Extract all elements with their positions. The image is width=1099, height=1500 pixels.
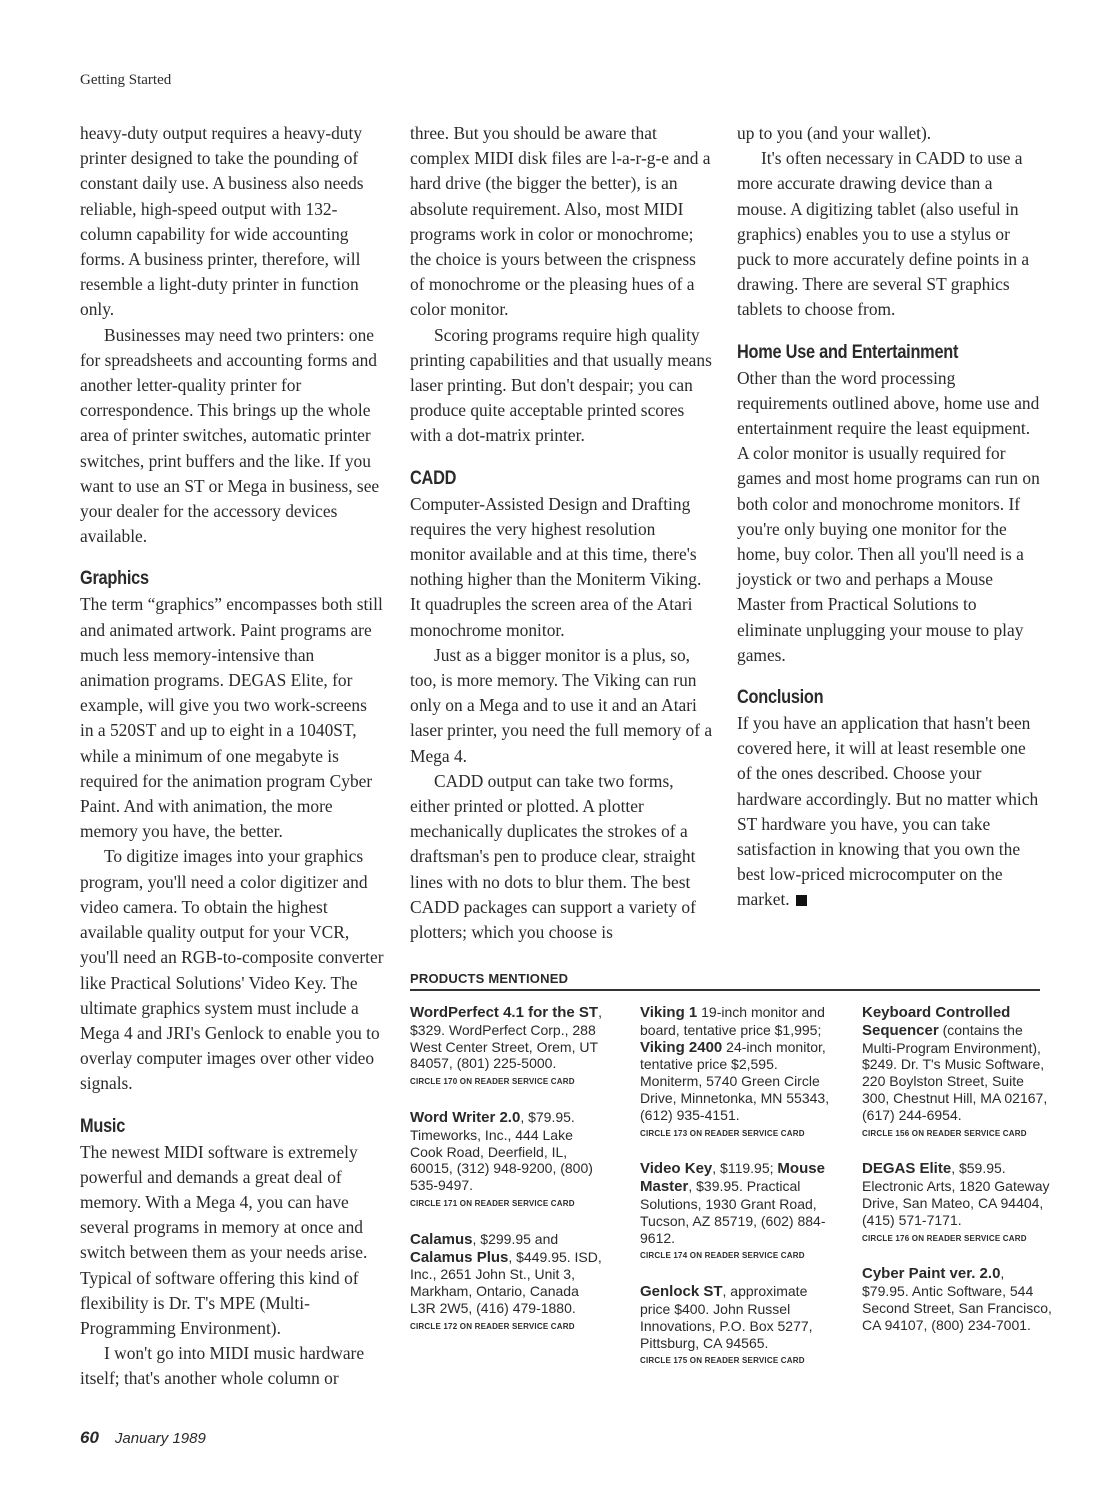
product-details: (contains the Multi-Program Environment), $249. Dr. T's Music Software, 220 Boylston Street, Suite 300, Chestnut Hill, MA 02167, (617) 244-6954. — [862, 1021, 1048, 1123]
product-entry — [410, 1004, 606, 1091]
product-details: , $329. WordPerfect Corp., 288 West Center Street, Orem, UT 84057, (801) 225-5000. — [410, 1004, 602, 1072]
paragraph: Computer-Assisted Design and Drafting requires the very highest resolution monitor available and at this time, there's nothing higher than the Moniterm Viking. It quadruples the screen area of the Atari monochrome monitor. — [410, 493, 702, 640]
paragraph: I won't go into MIDI music hardware itself; that's another whole column or — [80, 1343, 365, 1389]
paragraph: three. But you should be aware that complex MIDI disk files are l-a-r-g-e and a hard drive (the bigger the better), is an absolute requirement. Also, most MIDI programs work in color or monochrome; the choice is yours between the crispness of monochrome or the pleasing hues of a color monitor. — [410, 123, 711, 320]
product-name: Viking 1 — [640, 1004, 698, 1021]
section-heading-graphics: Graphics — [80, 568, 149, 590]
reader-service-note: CIRCLE 156 ON READER SERVICE CARD — [862, 1128, 1027, 1138]
reader-service-note: CIRCLE 176 ON READER SERVICE CARD — [862, 1233, 1027, 1243]
product-entry — [862, 1160, 1052, 1247]
product-details: , $299.95 and — [472, 1230, 559, 1247]
paragraph — [737, 711, 1043, 913]
paragraph: Businesses may need two printers: one for spreadsheets and accounting forms and another letter-quality printer for correspondence. This brings up the whole area of printer switches, automatic printer switches, print buffers and the like. If you want to use an ST or Mega in business, see your dealer for the accessory devices available. — [80, 324, 380, 547]
products-mentioned-heading: PRODUCTS MENTIONED — [410, 971, 1040, 991]
reader-service-note: CIRCLE 172 ON READER SERVICE CARD — [410, 1321, 575, 1331]
product-name: WordPerfect 4.1 for the ST — [410, 1004, 599, 1021]
reader-service-note: CIRCLE 170 ON READER SERVICE CARD — [410, 1077, 575, 1087]
reader-service-note: CIRCLE 171 ON READER SERVICE CARD — [410, 1198, 575, 1208]
paragraph: CADD output can take two forms, either printed or plotted. A plotter mechanically duplicates the strokes of a draftsman's pen to produce clear, straight lines with no dots to blur them. The best CADD packages can support a variety of plotters; which you choose is — [410, 770, 696, 943]
paragraph: Scoring programs require high quality printing capabilities and that usually means laser printing. But don't despair; you can produce quite acceptable printed scores with a dot-matrix printer. — [410, 324, 712, 446]
product-entry — [640, 1160, 836, 1265]
reader-service-note: CIRCLE 173 ON READER SERVICE CARD — [640, 1128, 805, 1138]
section-heading-music: Music — [80, 1115, 126, 1137]
column-3 — [737, 121, 1043, 913]
products-column-2 — [640, 1004, 836, 1388]
section-heading-cadd: CADD — [410, 467, 457, 489]
paragraph: up to you (and your wallet). — [737, 123, 932, 143]
product-name: Mouse Master — [640, 1160, 825, 1196]
product-entry — [862, 1004, 1052, 1142]
product-name: Genlock ST — [640, 1283, 723, 1301]
product-details: 19-inch monitor and board, tentative price $1,995; — [640, 1004, 825, 1038]
column-1 — [80, 121, 384, 1392]
section-heading-conclusion: Conclusion — [737, 687, 824, 709]
product-name: Calamus Plus — [410, 1248, 509, 1266]
product-details: , $39.95. Practical Solutions, 1930 Grant Road, Tucson, AZ 85719, (602) 884-9612. — [640, 1178, 826, 1246]
product-details: , approximate price $400. John Russel Innovations, P.O. Box 5277, Pittsburg, CA 94565. — [640, 1283, 813, 1351]
column-2 — [410, 121, 714, 945]
product-entry — [410, 1109, 606, 1213]
paragraph: The newest MIDI software is extremely powerful and demands a great deal of memory. With a Mega 4, you can have several programs in memory at once and switch between them as your needs arise. Typical of software offering this kind of flexibility is Dr. T's MPE (Multi-Programming Environment). — [80, 1141, 368, 1338]
paragraph: Other than the word processing requirements outlined above, home use and entertainment require the least equipment. A color monitor is usually required for games and most home programs can run on both color and monochrome monitors. If you're only buying one monitor for the home, buy color. Then all you'll need is a joystick or two and perhaps a Mouse Master from Practical Solutions to eliminate unplugging your mouse to play games. — [737, 367, 1040, 665]
products-column-3 — [862, 1004, 1052, 1352]
reader-service-note: CIRCLE 175 ON READER SERVICE CARD — [640, 1356, 805, 1366]
product-details: , $449.95. ISD, Inc., 2651 John St., Unit 3, Markham, Ontario, Canada L3R 2W5, (416) 479-1880. — [410, 1248, 602, 1316]
product-name: Cyber Paint ver. 2.0 — [862, 1265, 1001, 1283]
product-name: Video Key — [640, 1160, 713, 1178]
product-name: Calamus — [410, 1230, 473, 1248]
product-details: 24-inch monitor, tentative price $2,595. Moniterm, 5740 Green Circle Drive, Minnetonka, MN 55343, (612) 935-4151. — [640, 1038, 830, 1123]
product-name: Word Writer 2.0 — [410, 1108, 521, 1126]
reader-service-note: CIRCLE 174 ON READER SERVICE CARD — [640, 1251, 805, 1261]
paragraph: It's often necessary in CADD to use a more accurate drawing device than a mouse. A digitizing tablet (also useful in graphics) enables you to use a stylus or puck to more accurately define points in a drawing. There are several ST graphics tablets to choose from. — [737, 148, 1030, 320]
paragraph: To digitize images into your graphics program, you'll need a color digitizer and video camera. To obtain the highest available quality output for your VCR, you'll need an RGB-to-composite converter like Practical Solutions' Video Key. The ultimate graphics system must include a Mega 4 and JRI's Genlock to enable you to overlay computer images over other video signals. — [80, 846, 384, 1094]
product-name: Keyboard Controlled Sequencer — [862, 1004, 1011, 1039]
product-details: , $59.95. Electronic Arts, 1820 Gateway Drive, San Mateo, CA 94404, (415) 571-7171. — [862, 1160, 1050, 1228]
running-header: Getting Started — [80, 72, 172, 88]
products-column-1 — [410, 1004, 606, 1354]
product-entry — [640, 1004, 836, 1142]
product-details: , $79.95. Timeworks, Inc., 444 Lake Cook Road, Deerfield, IL, 60015, (312) 948-9200, (800) 535-9497. — [410, 1108, 593, 1194]
product-name: Viking 2400 — [640, 1038, 723, 1056]
page-number: 60 — [80, 1428, 99, 1447]
paragraph: The term “graphics” encompasses both still and animated artwork. Paint programs are much less memory-intensive than animation programs. DEGAS Elite, for example, will give you two work-screens in a 520ST and up to eight in a 1040ST, while a minimum of one megabyte is required for the animation program Cyber Paint. And with animation, the more memory you have, the better. — [80, 594, 383, 842]
page-footer — [80, 1428, 206, 1448]
product-details: , $119.95; — [712, 1160, 778, 1177]
section-heading-home-use: Home Use and Entertainment — [737, 341, 959, 363]
paragraph-text: If you have an application that hasn't been covered here, it will at least resemble one of the ones described. Choose your hardware accordingly. But no matter which ST hardware you have, you can take satisfaction in knowing that you own the best low-priced microcomputer on the market. — [737, 713, 1039, 910]
product-name: DEGAS Elite — [862, 1160, 952, 1178]
paragraph: heavy-duty output requires a heavy-duty printer designed to take the pounding of constant daily use. A business also needs reliable, high-speed output with 132-column capability for wide accounting forms. A business printer, therefore, will resemble a light-duty printer in function only. — [80, 123, 364, 320]
product-entry — [862, 1265, 1052, 1333]
product-details: , $79.95. Antic Software, 544 Second Street, San Francisco, CA 94107, (800) 234-7001. — [862, 1265, 1052, 1333]
paragraph: Just as a bigger monitor is a plus, so, too, is more memory. The Viking can run only on a Mega and to use it and an Atari laser printer, you need the full memory of a Mega 4. — [410, 644, 713, 766]
product-entry — [640, 1283, 836, 1370]
issue-date: January 1989 — [114, 1430, 206, 1447]
end-mark-icon — [796, 895, 807, 906]
product-entry — [410, 1231, 606, 1336]
